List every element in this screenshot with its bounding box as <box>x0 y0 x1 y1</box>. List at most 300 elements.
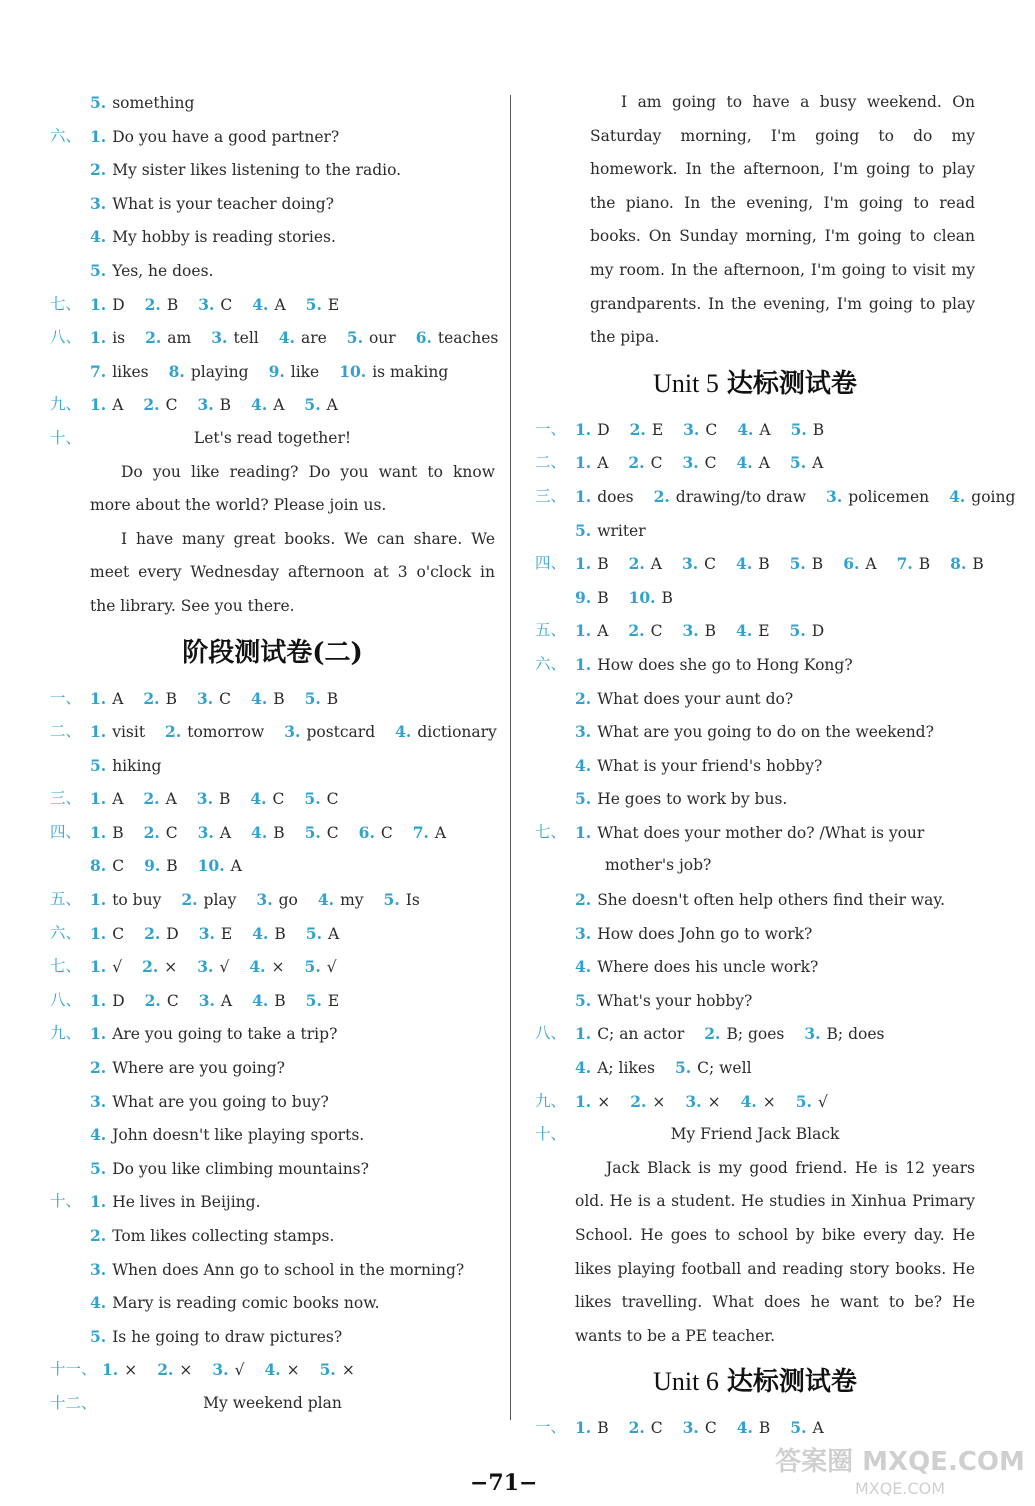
section-number: 十、 <box>50 1192 82 1211</box>
answer-item <box>575 656 853 674</box>
item-number: 3. <box>211 328 228 348</box>
answer-line <box>50 917 495 951</box>
section-number: 八、 <box>50 990 82 1009</box>
answer-line <box>50 749 495 783</box>
answer-item <box>804 1025 884 1043</box>
item-answer: How does she go to Hong Kong? <box>597 655 853 674</box>
section-number: 八、 <box>535 1024 567 1043</box>
answer-item <box>90 824 124 842</box>
item-answer: A <box>112 790 124 809</box>
answer-item <box>654 488 806 506</box>
item-answer: C <box>704 1419 717 1438</box>
item-answer: B <box>273 689 285 708</box>
answer-item <box>790 555 824 573</box>
answer-item <box>306 992 340 1010</box>
answer-item <box>169 363 249 381</box>
item-answer: C <box>219 689 232 708</box>
item-number: 5. <box>90 1326 107 1346</box>
item-answer: B <box>219 396 232 415</box>
item-answer: B <box>597 555 609 574</box>
answer-item <box>575 925 812 943</box>
item-answer: E <box>327 295 340 314</box>
answer-item <box>413 824 446 842</box>
answer-line <box>535 782 975 816</box>
answer-item <box>90 363 149 381</box>
item-number: 3. <box>196 789 213 809</box>
passage-title: Let's read together! <box>193 428 352 447</box>
answer-line <box>50 883 495 917</box>
item-number: 4. <box>575 1058 592 1078</box>
section-number: 二、 <box>535 453 567 472</box>
item-answer: B <box>811 555 824 574</box>
right-column <box>535 86 1016 1445</box>
section-number: 二、 <box>50 722 82 741</box>
paragraph-text: I am going to have a busy weekend. On Saturday morning, I'm going to do my homework. In the afternoon, I'm going to play the piano. In the evening, I'm going to read books. On Sunday morning, I'm going to clean my room. In the afternoon, I'm going to visit my grandparents. In the evening, I'm going to play the pipa. <box>590 93 975 347</box>
item-answer: A <box>650 555 662 574</box>
paragraph-text: Do you like reading? Do you want to know more about the world? Please join us. <box>90 462 495 515</box>
item-number: 2. <box>628 621 645 641</box>
answer-line <box>535 614 975 648</box>
item-number: 1. <box>575 554 592 574</box>
item-number: 3. <box>826 486 843 506</box>
item-answer: × <box>707 1092 721 1111</box>
item-number: 2. <box>181 890 198 910</box>
answer-item <box>359 824 393 842</box>
item-answer: writer <box>597 521 646 540</box>
item-number: 9. <box>144 856 161 876</box>
answer-line <box>535 883 975 917</box>
answer-item <box>629 1419 663 1437</box>
item-answer: C <box>112 857 125 876</box>
item-number: 5. <box>575 789 592 809</box>
answer-item <box>90 228 336 246</box>
answer-item <box>90 891 161 909</box>
answer-item <box>575 757 822 775</box>
answer-item <box>90 757 161 775</box>
item-answer: B; does <box>826 1025 885 1044</box>
passage-paragraph <box>535 1152 975 1354</box>
item-number: 3. <box>198 294 215 314</box>
section-number: 四、 <box>535 554 567 573</box>
section-number: 十二、 <box>50 1393 97 1412</box>
item-number: 3. <box>682 621 699 641</box>
item-answer: B <box>918 555 931 574</box>
item-number: 4. <box>949 486 966 506</box>
answer-item <box>629 555 662 573</box>
item-number: 1. <box>90 688 107 708</box>
item-number: 4. <box>251 395 268 415</box>
item-answer: What is your teacher doing? <box>112 194 334 213</box>
section-number: 一、 <box>50 688 82 707</box>
item-number: 4. <box>264 1360 281 1380</box>
item-answer: B <box>597 588 609 607</box>
answer-item <box>197 396 231 414</box>
item-answer: √ <box>234 1361 245 1380</box>
item-answer: C <box>272 790 285 809</box>
item-answer: × <box>164 958 178 977</box>
paragraph-text: I have many great books. We can share. We meet every Wednesday afternoon at 3 o'clock in the library. See you there. <box>90 529 495 615</box>
item-answer: Do you like climbing mountains? <box>112 1159 369 1178</box>
answer-item <box>897 555 931 573</box>
section-number: 三、 <box>535 486 567 505</box>
answer-line <box>50 1118 495 1152</box>
item-answer: √ <box>219 958 230 977</box>
item-number: 2. <box>653 486 670 506</box>
item-answer: Where are you going? <box>112 1059 285 1078</box>
answer-line <box>535 413 975 447</box>
item-answer: D <box>811 622 825 641</box>
answer-line <box>535 1051 975 1085</box>
item-answer: A <box>274 295 286 314</box>
item-answer: policemen <box>848 487 930 506</box>
item-number: 4. <box>252 294 269 314</box>
answer-item <box>347 329 396 347</box>
item-number: 5. <box>90 755 107 775</box>
answer-item <box>304 790 338 808</box>
answer-item <box>143 690 177 708</box>
answer-item <box>90 1093 329 1111</box>
answer-item <box>685 1093 720 1111</box>
answer-line <box>50 1253 495 1287</box>
item-number: 5. <box>304 688 321 708</box>
answer-item <box>575 622 608 640</box>
answer-item <box>305 824 339 842</box>
item-answer: B <box>166 857 178 876</box>
item-answer: A <box>759 420 771 439</box>
item-number: 5. <box>789 621 806 641</box>
item-number: 10. <box>628 587 656 607</box>
item-answer: C <box>326 823 339 842</box>
answer-item <box>90 396 123 414</box>
item-answer: What are you going to do on the weekend? <box>597 723 934 742</box>
item-answer: D <box>112 991 125 1010</box>
item-number: 6. <box>358 822 375 842</box>
item-answer: C <box>705 420 718 439</box>
answer-item <box>628 622 662 640</box>
answer-line <box>535 581 975 615</box>
item-answer: E <box>327 991 340 1010</box>
item-answer: He goes to work by bus. <box>597 790 788 809</box>
answer-item <box>197 790 231 808</box>
answer-item <box>90 128 339 146</box>
answer-line <box>50 388 495 422</box>
section-heading <box>535 355 975 413</box>
item-answer: A <box>219 823 232 842</box>
item-answer: √ <box>326 958 337 977</box>
item-answer: C; well <box>697 1059 752 1078</box>
section-number: 九、 <box>50 1024 82 1043</box>
item-number: 2. <box>143 688 160 708</box>
answer-line <box>50 1353 495 1387</box>
heading-title: 阶段测试卷(二) <box>182 637 363 668</box>
item-answer: A <box>865 555 877 574</box>
item-number: 2. <box>144 923 161 943</box>
item-number: 5. <box>304 395 321 415</box>
passage-title-line <box>50 422 495 456</box>
answer-item <box>843 555 876 573</box>
page-number: −71− <box>470 1470 538 1496</box>
item-number: 5. <box>319 1360 336 1380</box>
item-answer: B <box>758 1419 771 1438</box>
section-number: 七、 <box>50 294 82 313</box>
section-number: 五、 <box>535 621 567 640</box>
section-number: 七、 <box>50 957 82 976</box>
item-answer: A <box>812 454 824 473</box>
item-answer: C <box>650 454 663 473</box>
item-number: 3. <box>683 419 700 439</box>
item-answer: C <box>166 991 179 1010</box>
item-answer: When does Ann go to school in the morning? <box>112 1260 465 1279</box>
item-answer: × <box>762 1092 776 1111</box>
answer-item <box>251 396 284 414</box>
answer-item <box>320 1361 355 1379</box>
answer-item <box>198 857 242 875</box>
item-number: 5. <box>90 260 107 280</box>
answer-item <box>575 522 646 540</box>
item-answer: What is your friend's hobby? <box>597 756 823 775</box>
item-number: 1. <box>90 890 107 910</box>
item-answer: B <box>597 1419 609 1438</box>
item-answer: Yes, he does. <box>112 261 214 280</box>
item-number: 4. <box>317 890 335 910</box>
item-answer: × <box>271 958 285 977</box>
answer-item <box>142 958 177 976</box>
item-number: 1. <box>575 453 592 473</box>
item-answer: My sister likes listening to the radio. <box>112 161 402 180</box>
section-number: 四、 <box>50 822 82 841</box>
answer-item <box>251 690 285 708</box>
answer-item <box>675 1059 752 1077</box>
item-number: 1. <box>575 1091 592 1111</box>
item-number: 3. <box>198 923 215 943</box>
answer-item <box>144 857 178 875</box>
answer-line <box>535 715 975 749</box>
item-number: 1. <box>575 1418 592 1438</box>
item-answer: He lives in Beijing. <box>112 1193 261 1212</box>
answer-item <box>737 421 770 439</box>
item-answer: E <box>220 924 233 943</box>
column-divider <box>510 95 511 1420</box>
answer-item <box>143 790 176 808</box>
item-number: 2. <box>145 328 162 348</box>
paragraph-text: Jack Black is my good friend. He is 12 years old. He is a student. He studies in Xinhua Primary School. He goes to school by bike every day. He likes playing football and reading story books. He likes travelling. What does he want to be? He wants to be a PE teacher. <box>575 1158 975 1345</box>
item-number: 5. <box>304 789 321 809</box>
item-number: 5. <box>305 990 322 1010</box>
answer-item <box>416 329 499 347</box>
answer-item <box>181 891 236 909</box>
answer-item <box>90 790 123 808</box>
item-answer: × <box>124 1361 138 1380</box>
answer-item <box>736 555 770 573</box>
answer-item <box>306 296 340 314</box>
section-number: 九、 <box>50 395 82 414</box>
item-number: 2. <box>143 395 160 415</box>
item-answer: B <box>218 790 231 809</box>
item-number: 6. <box>843 554 860 574</box>
answer-item <box>575 1059 655 1077</box>
item-number: 3. <box>197 957 214 977</box>
section-number: 十、 <box>50 428 82 447</box>
answer-item <box>737 454 770 472</box>
answer-item <box>90 1261 464 1279</box>
item-number: 1. <box>575 419 592 439</box>
item-answer: Mary is reading comic books now. <box>112 1294 380 1313</box>
answer-item <box>575 454 608 472</box>
item-number: 4. <box>736 554 753 574</box>
answer-line <box>50 1051 495 1085</box>
answer-line <box>50 86 495 120</box>
item-answer: drawing/to draw <box>675 487 807 506</box>
answer-item <box>575 790 787 808</box>
item-number: 1. <box>90 789 107 809</box>
answer-item <box>144 824 178 842</box>
passage-title: My Friend Jack Black <box>670 1125 840 1144</box>
heading-unit: Unit 5 <box>653 368 719 398</box>
section-number: 七、 <box>535 822 567 841</box>
answer-line <box>50 782 495 816</box>
answer-item <box>790 1419 823 1437</box>
item-number: 1. <box>90 722 107 742</box>
item-number: 4. <box>252 990 269 1010</box>
answer-item <box>90 296 125 314</box>
answer-item <box>90 195 334 213</box>
answer-item <box>790 454 823 472</box>
answer-line <box>535 682 975 716</box>
answer-item <box>683 421 717 439</box>
item-answer: B <box>165 689 177 708</box>
item-number: 4. <box>736 621 753 641</box>
item-answer: × <box>597 1092 611 1111</box>
section-number: 五、 <box>50 890 82 909</box>
item-number: 1. <box>575 1024 592 1044</box>
answer-item <box>682 454 716 472</box>
answer-item <box>826 488 929 506</box>
answer-line <box>535 648 975 682</box>
item-answer: D <box>166 924 179 943</box>
answer-item <box>102 1361 137 1379</box>
item-answer: A <box>758 454 770 473</box>
item-answer: Is <box>405 891 420 910</box>
item-answer: like <box>290 362 320 381</box>
answer-line <box>50 984 495 1018</box>
item-answer: our <box>368 329 396 348</box>
passage-title-line <box>535 1118 975 1152</box>
item-answer: A <box>434 823 447 842</box>
item-number: 2. <box>629 419 646 439</box>
item-number: 5. <box>305 294 322 314</box>
answer-line <box>535 816 975 850</box>
answer-item <box>269 363 320 381</box>
left-column <box>50 86 499 1421</box>
answer-item <box>683 1419 717 1437</box>
answer-line <box>50 1152 495 1186</box>
heading-title: 达标测试卷 <box>726 1367 857 1398</box>
passage-paragraph <box>50 456 495 523</box>
item-answer: does <box>597 487 634 506</box>
item-number: 4. <box>575 957 592 977</box>
answer-item <box>304 396 337 414</box>
item-number: 5. <box>790 419 807 439</box>
item-number: 1. <box>90 1192 107 1212</box>
answer-line <box>50 1286 495 1320</box>
answer-item <box>305 690 339 708</box>
item-number: 4. <box>249 957 266 977</box>
answer-line <box>50 1185 495 1219</box>
item-number: 2. <box>157 1360 174 1380</box>
answer-item <box>252 992 286 1010</box>
item-number: 4. <box>250 789 267 809</box>
answer-item <box>90 329 125 347</box>
item-answer: × <box>341 1361 355 1380</box>
item-number: 4. <box>252 923 269 943</box>
answer-line <box>50 288 495 322</box>
item-number: 1. <box>575 486 592 506</box>
item-answer: What does your mother do? /What is your <box>597 823 925 842</box>
item-number: 10. <box>339 361 367 381</box>
item-answer: × <box>286 1361 300 1380</box>
item-number: 1. <box>575 621 592 641</box>
answer-item <box>575 488 634 506</box>
answer-line <box>50 254 495 288</box>
answer-item <box>629 589 673 607</box>
answer-item <box>145 296 179 314</box>
answer-item <box>90 94 194 112</box>
item-answer: Tom likes collecting stamps. <box>112 1227 335 1245</box>
item-number: 3. <box>212 1360 229 1380</box>
item-number: 7. <box>90 361 107 381</box>
item-number: 4. <box>251 822 268 842</box>
item-answer: She doesn't often help others find their way. <box>597 891 945 910</box>
answer-item <box>575 958 818 976</box>
answer-item <box>211 329 259 347</box>
section-number: 九、 <box>535 1091 567 1110</box>
item-number: 5. <box>304 957 321 977</box>
item-answer: teaches <box>437 329 499 348</box>
item-answer: B <box>274 991 286 1010</box>
item-answer: Are you going to take a trip? <box>112 1025 338 1044</box>
item-number: 10. <box>197 856 225 876</box>
item-number: 4. <box>575 755 592 775</box>
answer-item <box>90 1227 334 1245</box>
item-answer: B <box>812 420 825 439</box>
item-number: 2. <box>143 822 160 842</box>
item-number: 4. <box>90 1293 107 1313</box>
item-answer: hiking <box>112 756 162 775</box>
answer-line <box>50 321 499 355</box>
answer-item <box>575 421 610 439</box>
item-answer: playing <box>190 362 249 381</box>
answer-item <box>90 262 213 280</box>
answer-item <box>199 925 233 943</box>
item-answer: D <box>597 420 610 439</box>
item-answer: A <box>220 991 233 1010</box>
item-number: 5. <box>346 328 363 348</box>
answer-line <box>50 1085 495 1119</box>
item-number: 1. <box>90 957 107 977</box>
item-answer: tell <box>233 329 259 348</box>
answer-item <box>339 363 448 381</box>
item-answer: My hobby is reading stories. <box>112 228 336 247</box>
answer-item <box>90 1193 261 1211</box>
answer-item <box>90 925 124 943</box>
item-number: 5. <box>790 1418 807 1438</box>
answer-item <box>198 824 231 842</box>
section-number: 十一、 <box>50 1360 97 1379</box>
watermark-logo <box>775 1440 1025 1500</box>
item-number: 3. <box>90 1091 107 1111</box>
answer-item <box>90 1025 337 1043</box>
item-answer: tomorrow <box>187 723 265 742</box>
